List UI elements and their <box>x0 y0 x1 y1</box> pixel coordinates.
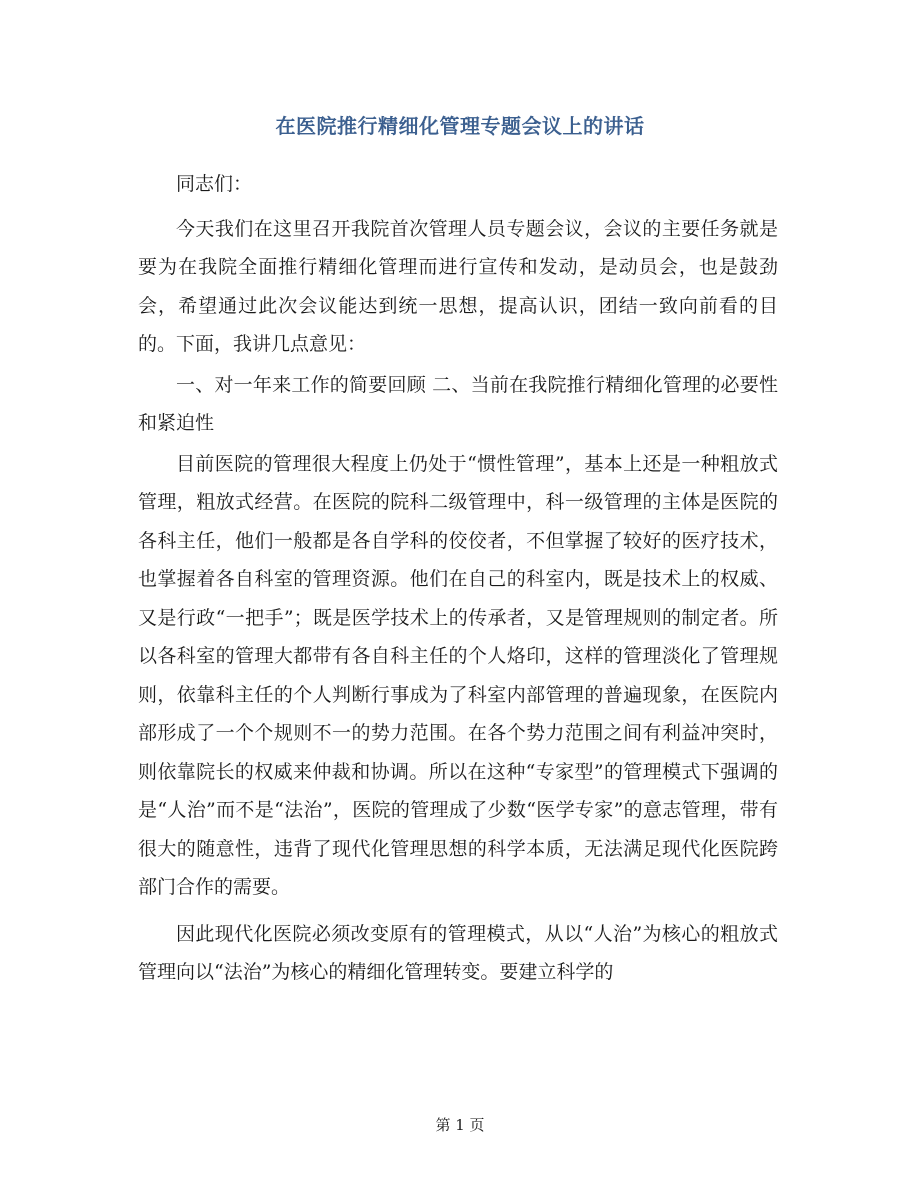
paragraph-intro: 今天我们在这里召开我院首次管理人员专题会议，会议的主要任务就是要为在我院全面推行精细化管理而进行宣传和发动，是动员会，也是鼓劲会，希望通过此次会议能达到统一思想，提高认识，团结一致向前看的目的。下面，我讲几点意见： <box>138 217 778 355</box>
salutation: 同志们： <box>176 173 253 195</box>
page-number: 第 1 页 <box>435 1116 485 1134</box>
paragraph-outline: 一、对一年来工作的简要回顾 二、当前在我院推行精细化管理的必要性和紧迫性 <box>138 373 778 434</box>
paragraph-transformation: 因此现代化医院必须改变原有的管理模式，从以“人治”为核心的粗放式管理向以“法治”为核心的精细化管理转变。要建立科学的 <box>138 922 778 983</box>
document-title: 在医院推行精细化管理专题会议上的讲话 <box>275 114 645 138</box>
document-body <box>138 165 778 994</box>
paragraph-current-management: 目前医院的管理很大程度上仍处于“惯性管理”，基本上还是一种粗放式管理，粗放式经营。在医院的院科二级管理中，科一级管理的主体是医院的各科主任，他们一般都是各自学科的佼佼者，不但掌握了较好的医疗技术，也掌握着各自科室的管理资源。他们在自己的科室内，既是技术上的权威、又是行政“一把手”；既是医学技术上的传承者，又是管理规则的制定者。所以各科室的管理大都带有各自科主任的个人烙印，这样的管理淡化了管理规则，依靠科主任的个人判断行事成为了科室内部管理的普遍现象，在医院内部形成了一个个规则不一的势力范围。在各个势力范围之间有利益冲突时，则依靠院长的权威来仲裁和协调。所以在这种“专家型”的管理模式下强调的是“人治”而不是“法治”，医院的管理成了少数“医学专家”的意志管理，带有很大的随意性，违背了现代化管理思想的科学本质，无法满足现代化医院跨部门合作的需要。 <box>138 452 778 898</box>
